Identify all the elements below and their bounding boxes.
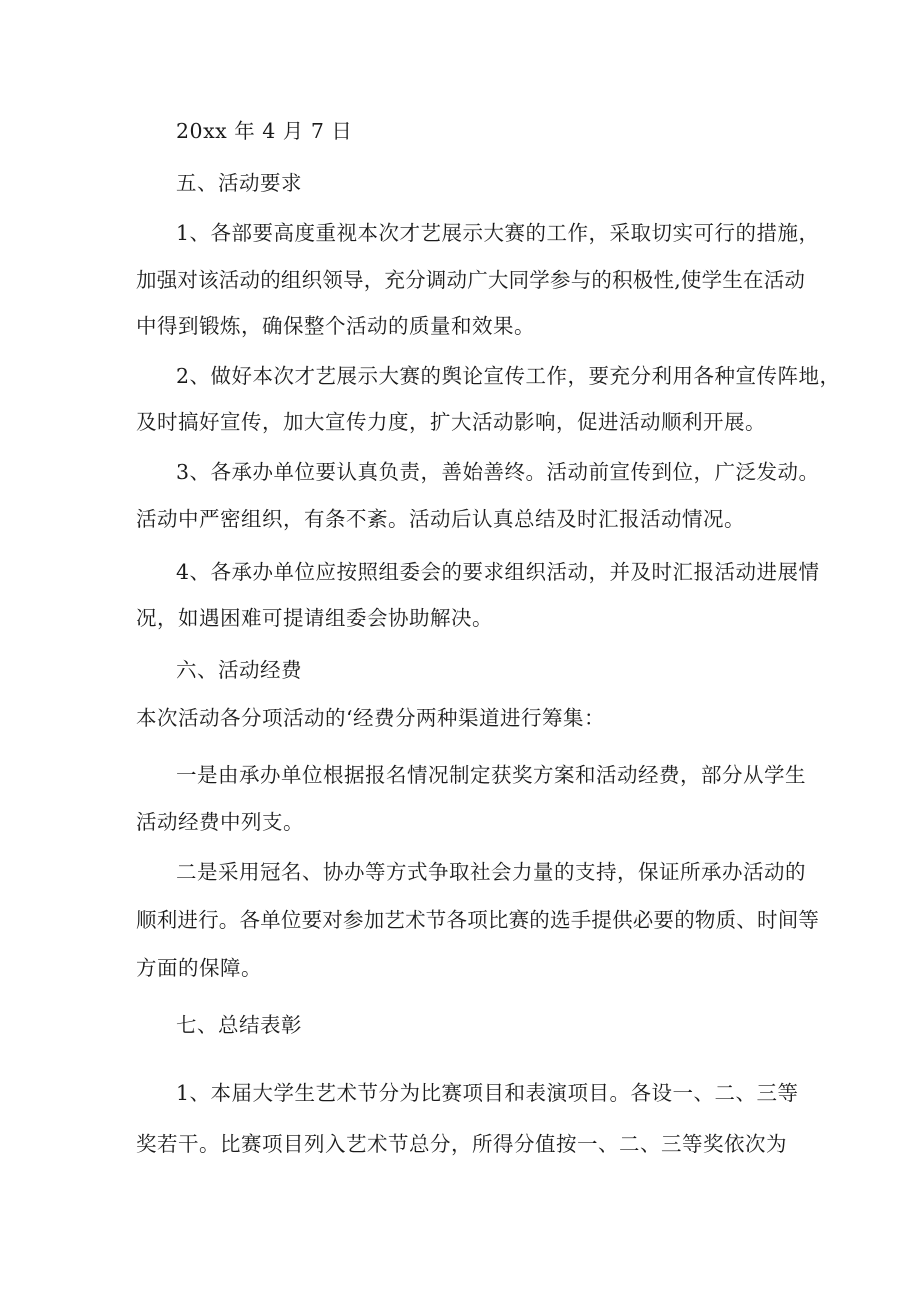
section-6-item-2-line-1: 二是采用冠名、协办等方式争取社会力量的支持，保证所承办活动的 (176, 860, 806, 884)
section-5-item-1-line-1: 1、各部要高度重视本次才艺展示大赛的工作，采取切实可行的措施， (176, 221, 820, 245)
section-5-item-3-line-1: 3、各承办单位要认真负责，善始善终。活动前宣传到位，广泛发动。 (176, 460, 820, 484)
section-5-item-4-line-2: 况，如遇困难可提请组委会协助解决。 (136, 606, 493, 630)
section-6-intro: 本次活动各分项活动的‘经费分两种渠道进行筹集： (136, 706, 606, 730)
section-5-item-2-line-1: 2、做好本次才艺展示大赛的舆论宣传工作，要充分利用各种宣传阵地， (176, 364, 841, 388)
section-7-heading: 七、总结表彰 (176, 1013, 302, 1037)
date-line: 20xx 年 4 月 7 日 (176, 119, 353, 143)
section-6-item-2-line-2: 顺利进行。各单位要对参加艺术节各项比赛的选手提供必要的物质、时间等 (136, 908, 820, 932)
section-6-item-1-line-1: 一是由承办单位根据报名情况制定获奖方案和活动经费，部分从学生 (176, 763, 806, 787)
section-6-item-1-line-2: 活动经费中列支。 (136, 810, 304, 834)
section-5-item-4-line-1: 4、各承办单位应按照组委会的要求组织活动，并及时汇报活动进展情 (176, 560, 820, 584)
section-5-item-3-line-2: 活动中严密组织，有条不紊。活动后认真总结及时汇报活动情况。 (136, 507, 745, 531)
section-5-item-1-line-2: 加强对该活动的组织领导，充分调动广大同学参与的积极性,使学生在活动 (136, 268, 806, 292)
section-5-heading: 五、活动要求 (176, 171, 302, 195)
section-6-item-2-line-3: 方面的保障。 (136, 956, 262, 980)
section-5-item-1-line-3: 中得到锻炼，确保整个活动的质量和效果。 (136, 314, 535, 338)
section-7-item-1-line-1: 1、本届大学生艺术节分为比赛项目和表演项目。各设一、二、三等 (176, 1081, 799, 1105)
section-5-item-2-line-2: 及时搞好宣传，加大宣传力度，扩大活动影响，促进活动顺利开展。 (136, 410, 766, 434)
section-6-heading: 六、活动经费 (176, 658, 302, 682)
section-7-item-1-line-2: 奖若干。比赛项目列入艺术节总分，所得分值按一、二、三等奖依次为 (136, 1132, 787, 1156)
